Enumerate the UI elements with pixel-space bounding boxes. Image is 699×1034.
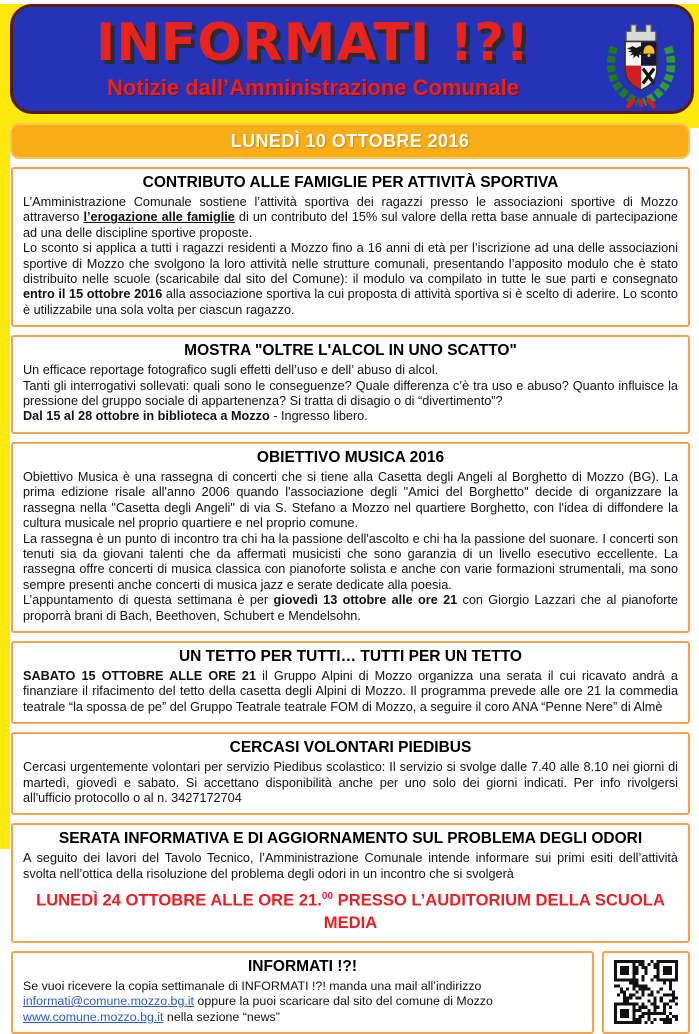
text-segment: giovedì 13 ottobre alle ore 21 — [273, 593, 458, 608]
text-segment: Se vuoi ricevere la copia settimanale di INFORMATI !?! manda una mail all’indirizzo — [23, 978, 482, 993]
text-segment: con Giorgio Lazzari che al pianoforte proporrà brani di Bach, Beethoven, Schubert e Mendelsohn. — [23, 593, 678, 623]
text-segment: SABATO 15 OTTOBRE ALLE ORE 21 — [23, 668, 257, 683]
section-paragraph — [23, 760, 678, 806]
section-obiettivo-musica — [11, 442, 690, 633]
section-paragraph — [23, 409, 678, 424]
phone-number: n. 3427172704 — [157, 790, 242, 805]
text-segment: Dal 15 al 28 ottobre in biblioteca a Mozzo — [23, 409, 270, 424]
text-segment: Un efficace reportage fotografico sugli effetti dell’uso e dell’ abuso di alcol. — [23, 363, 439, 378]
text-segment: Cercasi urgentemente volontari per servizio Piedibus scolastico: Il servizio si svolge dalle 7.40 alle 8.10 nei giorni di martedì, giovedì e sabato. Si accettano disponibilità anche per uno solo dei giorni indicati. Per info rivolgersi all'ufficio protocollo o al — [23, 760, 678, 805]
section-title: CONTRIBUTO ALLE FAMIGLIE PER ATTIVITÀ SPORTIVA — [142, 174, 559, 191]
section-paragraph — [23, 593, 678, 624]
text-segment: - Ingresso libero. — [269, 409, 368, 424]
section-title: UN TETTO PER TUTTI… TUTTI PER UN TETTO — [178, 647, 522, 665]
text-segment: nella sezione “news” — [163, 1009, 280, 1024]
text-segment: L’appuntamento di questa settimana è per — [23, 593, 274, 608]
section-title: OBIETTIVO MUSICA 2016 — [256, 448, 445, 466]
text-segment: PRESSO L’AUDITORIUM DELLA SCUOLA MEDIA — [323, 890, 665, 932]
text-segment: il Gruppo Alpini di Mozzo organizza una serata il cui ricavato andrà a finanziare il rifacimento del tetto della casetta degli Alpini di Mozzo. Il programma prevede alle ore 21 la commedia teatrale “la spossa de pe” del Gruppo Teatrale teatrale FOM di Mozzo, a seguire il coro ANA “Penne Nere” di Almè — [23, 668, 678, 714]
qr-code[interactable] — [614, 960, 678, 1024]
footer-title: INFORMATI !?! — [247, 957, 358, 975]
section-paragraph — [23, 851, 678, 882]
section-paragraph — [23, 532, 678, 594]
text-segment: L’Amministrazione Comunale sostiene l’attività sportiva dei ragazzi presso le associazioni sportive di Mozzo attraverso — [23, 195, 678, 225]
section-mostra-alcol — [11, 335, 690, 434]
text-segment: Lo sconto si applica a tutti i ragazzi residenti a Mozzo fino a 16 anni di età per l’iscrizione ad una delle associazioni sportive di Mozzo che svolgono la loro attività nelle strutture comunali, presentando l’apposito modulo che è stato distribuito nelle scuole (scaricabile dal sito del Comune): il modulo va compilato in tutte le sue parti e consegnato — [23, 241, 678, 287]
text-segment: La rassegna è un punto di incontro tra chi ha la passione dell'ascolto e chi ha la passione del suonare. I concerti son tenuti sia da giovani talenti che da affermati musicisti che sono garanzia di un livello esecutivo eccellente. La rassegna offre concerti di musica classica con pianoforte solista e anche con varie formazioni strumentali, ma sono sempre presenti anche concerti di musica jazz e serate dedicate alla poesia. — [23, 531, 678, 592]
qr-box — [602, 951, 690, 1034]
section-title: MOSTRA "OLTRE L'ALCOL IN UNO SCATTO" — [184, 342, 517, 360]
section-paragraph — [23, 379, 678, 410]
text-segment: oppure la puoi scaricare dal sito del comune di Mozzo — [193, 994, 493, 1009]
section-paragraph — [23, 470, 678, 532]
text-segment: alla associazione sportiva la cui proposta di attività sportiva si è scelto di aderire. Lo sconto è utilizzabile una sola volta per ciascun ragazzo. — [23, 287, 678, 317]
newsletter-page — [0, 4, 699, 1034]
section-paragraph — [23, 363, 678, 378]
text-segment: Obiettivo Musica è una rassegna di concerti che si tiene alla Casetta degli Angeli al Borghetto di Mozzo (BG). La prima edizione risale all'anno 2006 quando l'associazione degli "Amici del Borghetto" decide di organizzare la rassegna nella "Casetta degli Angeli" di via S. Stefano a Mozzo nel quartiere Borghetto, con l'idea di diffondere la cultura musicale nel proprio quartiere e nel proprio comune. — [23, 469, 678, 531]
text-segment: A seguito dei lavori del Tavolo Tecnico, l’Amministrazione Comunale intende informare sui primi esiti dell’attività svolta nell’ottica della risoluzione del problema degli odori in un incontro che si svolgerà — [23, 851, 678, 881]
footer-paragraph — [23, 979, 582, 1025]
section-un-tetto-per-tutti — [11, 641, 690, 724]
section-informati-footer — [11, 951, 594, 1034]
text-segment: di un contributo del 15% sul valore della retta base annuale di partecipazione ad una delle discipline sportive proposte. — [23, 210, 678, 240]
section-cercasi-volontari-piedibus — [11, 732, 690, 815]
municipal-coat-of-arms-icon — [599, 13, 683, 111]
section-contributo-famiglie — [11, 167, 690, 327]
text-segment: entro il 15 ottobre 2016 — [23, 287, 163, 302]
alert-date: LUNEDÌ 24 OTTOBRE ALLE ORE 21. — [36, 890, 322, 910]
section-paragraph — [23, 241, 678, 318]
newsletter-subtitle: Notizie dall’Amministrazione Comunale — [107, 75, 519, 100]
footer-row — [11, 951, 690, 1034]
text-segment: l’erogazione alle famiglie — [83, 210, 235, 225]
masthead — [10, 4, 694, 114]
section-title: SERATA INFORMATIVA E DI AGGIORNAMENTO SUL PROBLEMA DEGLI ODORI — [58, 830, 643, 848]
text-segment: 00 — [321, 891, 334, 903]
newsletter-title: INFORMATI !?! — [95, 13, 531, 73]
date-text: LUNEDÌ 10 OTTOBRE 2016 — [230, 130, 470, 151]
section-title: CERCASI VOLONTARI PIEDIBUS — [229, 739, 472, 757]
date-banner — [10, 123, 690, 159]
email-link[interactable]: informati@comune.mozzo.bg.it — [23, 994, 194, 1009]
alert-line — [23, 886, 678, 934]
text-segment: Tanti gli interrogativi sollevati: quali sono le conseguenze? Quale differenza c’è tra uso e abuso? Quanto influisce la pressione del gruppo sociale di appartenenza? Si tratta di disagio o di “divertimento”? — [23, 378, 678, 409]
section-paragraph — [23, 195, 678, 241]
section-paragraph — [23, 669, 678, 715]
website-link[interactable]: www.comune.mozzo.bg.it — [23, 1009, 164, 1024]
section-serata-odori — [11, 823, 690, 942]
